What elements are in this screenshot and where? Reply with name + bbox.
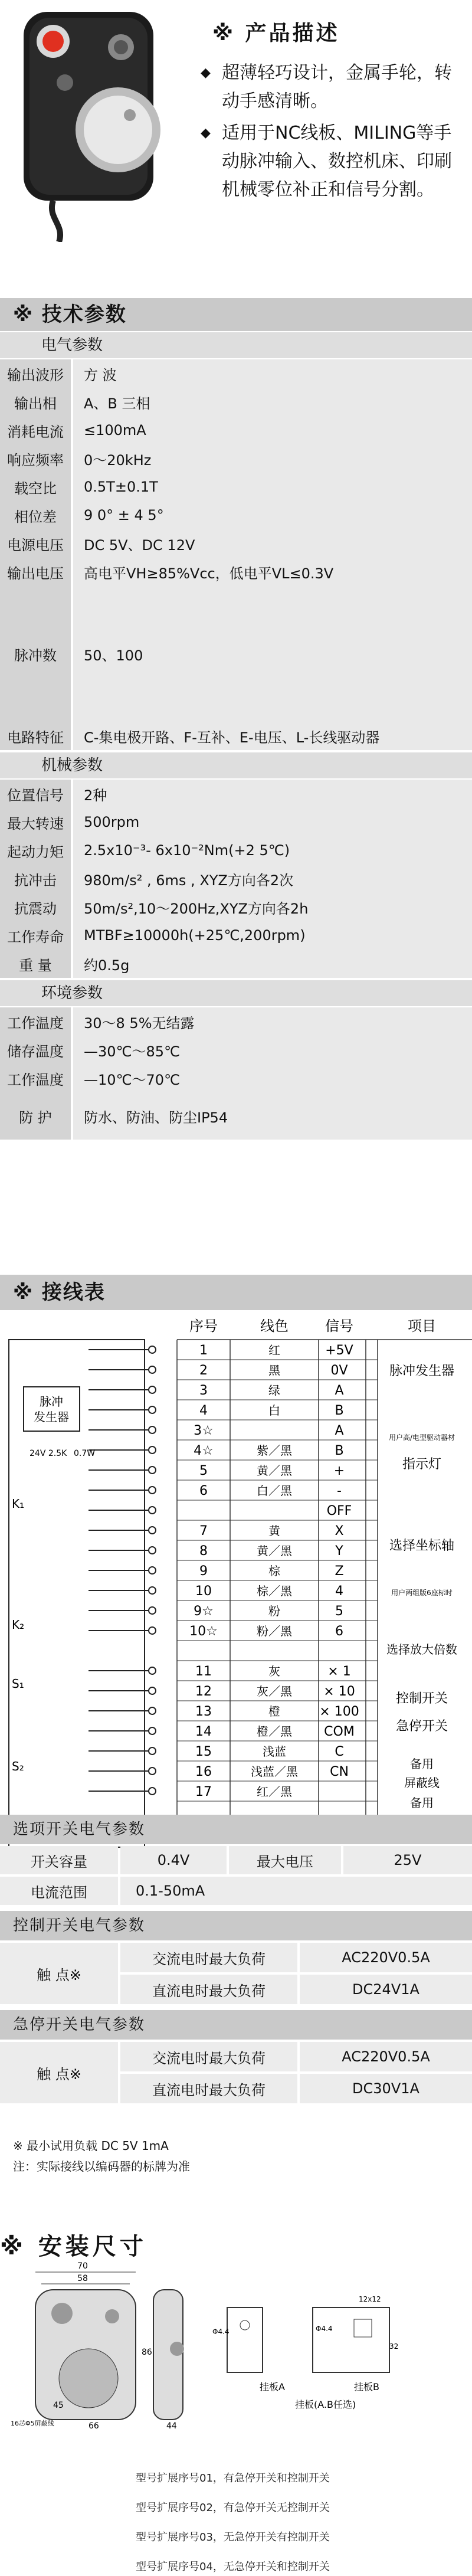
wiring-no: 1 bbox=[199, 1343, 208, 1358]
wiring-no: 12 bbox=[195, 1684, 212, 1699]
wiring-signal: - bbox=[337, 1484, 342, 1498]
wiring-color: 粉／黑 bbox=[257, 1624, 292, 1638]
wiring-signal: COM bbox=[324, 1724, 355, 1739]
item-multiplier-select: 选择放大倍数 bbox=[386, 1642, 457, 1657]
col-header-color: 线色 bbox=[260, 1318, 289, 1334]
wiring-no: 14 bbox=[195, 1724, 212, 1739]
control-switch-header bbox=[0, 1911, 472, 1940]
dim-86: 86 bbox=[142, 2348, 152, 2357]
param-key: 起动力矩 bbox=[0, 836, 71, 865]
param-key: 脉冲数 bbox=[0, 586, 71, 722]
control-contact-label: 触 点※ bbox=[0, 1943, 118, 2004]
item-control-switch: 控制开关 bbox=[395, 1691, 448, 1706]
param-row bbox=[0, 388, 472, 417]
param-row bbox=[0, 950, 472, 979]
wiring-signal: Z bbox=[335, 1564, 344, 1579]
wiring-signal: 0V bbox=[330, 1363, 348, 1378]
wiring-no: 2 bbox=[199, 1363, 208, 1378]
param-row bbox=[0, 501, 472, 531]
param-key: 工作寿命 bbox=[0, 921, 71, 950]
param-row bbox=[0, 1064, 472, 1094]
wiring-no: 4☆ bbox=[194, 1444, 214, 1458]
led-resistor-label: 24V 2.5K bbox=[30, 1449, 67, 1458]
wiring-no: 3 bbox=[199, 1383, 208, 1398]
product-description bbox=[0, 0, 472, 260]
wiring-terminal bbox=[149, 1547, 156, 1554]
wiring-color: 黑 bbox=[268, 1363, 280, 1377]
param-value: 约0.5g bbox=[73, 950, 472, 978]
control-ac-label: 交流电时最大负荷 bbox=[120, 1943, 297, 1972]
item-pulse-generator: 脉冲发生器 bbox=[389, 1364, 455, 1379]
param-key: 响应频率 bbox=[0, 444, 71, 473]
wiring-signal: A bbox=[335, 1423, 344, 1438]
param-key: 相位差 bbox=[0, 501, 71, 529]
param-row bbox=[0, 416, 472, 446]
param-value: 50、100 bbox=[73, 586, 472, 722]
param-value: DC 5V、DC 12V bbox=[73, 529, 472, 558]
wiring-terminal bbox=[149, 1386, 156, 1393]
param-row bbox=[0, 359, 472, 389]
wiring-signal: × 100 bbox=[319, 1704, 359, 1719]
param-key: 抗震动 bbox=[0, 893, 71, 921]
dim-phi-b: Φ4.4 bbox=[316, 2325, 333, 2333]
wiring-no: 13 bbox=[195, 1704, 212, 1719]
param-key: 载空比 bbox=[0, 473, 71, 501]
wiring-no: 5 bbox=[199, 1464, 208, 1478]
bracket-a-label: 挂板A bbox=[260, 2381, 285, 2392]
led-power-label: 0.7W bbox=[74, 1449, 96, 1458]
wiring-no: 4 bbox=[199, 1403, 208, 1418]
param-row bbox=[0, 893, 472, 922]
note-wiring: 注：实际接线以编码器的标牌为准 bbox=[13, 2159, 190, 2174]
wiring-diagram bbox=[0, 1310, 472, 1853]
wiring-no: 8 bbox=[199, 1544, 208, 1559]
param-row bbox=[0, 780, 472, 809]
s2-label: S₂ bbox=[12, 1759, 24, 1773]
wiring-terminal bbox=[149, 1788, 156, 1795]
param-value: 2.5x10⁻³- 6x10⁻²Nm(+2 5℃) bbox=[73, 836, 472, 865]
option-switch-header bbox=[0, 1815, 472, 1844]
param-value: 500rpm bbox=[73, 808, 472, 836]
wiring-terminal bbox=[149, 1346, 156, 1353]
description-bullets bbox=[201, 59, 466, 208]
estop-contact-label: 触 点※ bbox=[0, 2042, 118, 2103]
wiring-color: 红／黑 bbox=[257, 1785, 292, 1799]
param-key: 储存温度 bbox=[0, 1036, 71, 1064]
wiring-terminal bbox=[149, 1667, 156, 1674]
param-key: 位置信号 bbox=[0, 780, 71, 808]
wiring-signal: B bbox=[335, 1403, 344, 1418]
param-value: 0～20kHz bbox=[73, 444, 472, 473]
param-value: —10℃～70℃ bbox=[73, 1064, 472, 1092]
wiring-color: 橙／黑 bbox=[257, 1724, 292, 1739]
wiring-color: 橙 bbox=[268, 1704, 280, 1719]
param-key: 输出相 bbox=[0, 388, 71, 416]
wiring-terminal bbox=[149, 1587, 156, 1594]
wiring-terminal bbox=[149, 1467, 156, 1474]
param-row bbox=[0, 808, 472, 837]
elec-params-header bbox=[0, 332, 472, 358]
param-key: 抗冲击 bbox=[0, 865, 71, 893]
k2-label: K₂ bbox=[12, 1618, 25, 1632]
description-bullet: ◆ 超薄轻巧设计，金属手轮，转动手感清晰。 bbox=[201, 59, 466, 116]
estop-switch-title: 急停开关电气参数 bbox=[13, 2016, 146, 2034]
wiring-section-title: ※ 接线表 bbox=[13, 1281, 106, 1304]
param-key: 防 护 bbox=[0, 1092, 71, 1140]
wiring-signal: 4 bbox=[335, 1584, 343, 1599]
dim-45: 45 bbox=[53, 2401, 64, 2410]
wiring-color: 绿 bbox=[268, 1383, 280, 1397]
max-voltage-value: 25V bbox=[343, 1846, 472, 1874]
bracket-b-label: 挂板B bbox=[354, 2381, 379, 2392]
dim-phi-a: Φ4.4 bbox=[212, 2328, 230, 2336]
wiring-terminal bbox=[149, 1507, 156, 1514]
param-row bbox=[0, 836, 472, 866]
wiring-no: 9 bbox=[199, 1564, 208, 1579]
wiring-terminal bbox=[149, 1767, 156, 1775]
control-ac-value: AC220V0.5A bbox=[300, 1943, 472, 1972]
item-shield: 屏蔽线 bbox=[404, 1776, 440, 1790]
range-label: 电流范围 bbox=[0, 1877, 118, 1905]
param-value: 9 0° ± 4 5° bbox=[73, 501, 472, 529]
wiring-terminal bbox=[149, 1627, 156, 1634]
param-key: 消耗电流 bbox=[0, 416, 71, 444]
param-row bbox=[0, 586, 472, 723]
param-value: 方 波 bbox=[73, 359, 472, 388]
param-row bbox=[0, 921, 472, 951]
control-dc-label: 直流电时最大负荷 bbox=[120, 1975, 297, 2004]
wiring-color: 白／黑 bbox=[257, 1484, 292, 1498]
param-value: 2种 bbox=[73, 780, 472, 808]
wiring-color: 黄／黑 bbox=[257, 1544, 292, 1558]
param-row bbox=[0, 1036, 472, 1065]
wiring-signal: Y bbox=[335, 1544, 343, 1559]
wiring-signal: A bbox=[335, 1383, 344, 1398]
mech-params-header bbox=[0, 752, 472, 778]
env-params-header-title: 环境参数 bbox=[41, 984, 103, 1002]
param-key: 重 量 bbox=[0, 950, 71, 978]
install-drawing bbox=[0, 2260, 472, 2437]
param-row bbox=[0, 558, 472, 587]
model-note: 型号扩展序号01，有急停开关和控制开关 bbox=[136, 2472, 330, 2485]
pulse-gen-label-1: 脉冲 bbox=[40, 1395, 63, 1409]
wiring-terminal bbox=[149, 1487, 156, 1494]
wiring-no: 7 bbox=[199, 1524, 208, 1539]
wiring-no: 10 bbox=[195, 1584, 212, 1599]
param-value: 防水、防油、防尘IP54 bbox=[73, 1092, 472, 1140]
env-params-header bbox=[0, 980, 472, 1006]
wiring-signal: B bbox=[335, 1444, 344, 1458]
estop-switch-header bbox=[0, 2010, 472, 2040]
model-note: 型号扩展序号03，无急停开关有控制开关 bbox=[136, 2531, 330, 2544]
wiring-terminal bbox=[149, 1426, 156, 1433]
wiring-color: 黄 bbox=[268, 1524, 280, 1538]
param-key: 工作温度 bbox=[0, 1064, 71, 1092]
param-key: 输出电压 bbox=[0, 558, 71, 586]
wiring-color: 灰／黑 bbox=[257, 1684, 292, 1698]
wiring-terminal bbox=[149, 1687, 156, 1694]
elec-params-title: 电气参数 bbox=[41, 336, 103, 354]
wiring-color: 灰 bbox=[268, 1664, 280, 1678]
dim-width: 70 bbox=[77, 2261, 88, 2271]
wiring-signal: +5V bbox=[325, 1343, 353, 1358]
estop-dc-value: DC30V1A bbox=[300, 2074, 472, 2103]
param-key: 输出波形 bbox=[0, 359, 71, 388]
wiring-color: 红 bbox=[268, 1343, 280, 1357]
param-key: 电源电压 bbox=[0, 529, 71, 558]
param-key: 工作温度 bbox=[0, 1007, 71, 1036]
col-header-signal: 信号 bbox=[325, 1318, 353, 1334]
param-row bbox=[0, 529, 472, 559]
model-note: 型号扩展序号02，有急停开关无控制开关 bbox=[136, 2502, 330, 2514]
description-title: ※ 产品描述 bbox=[212, 21, 340, 45]
param-value: 0.5T±0.1T bbox=[73, 473, 472, 501]
capacity-value: 0.4V bbox=[120, 1846, 227, 1874]
wiring-section-header bbox=[0, 1275, 472, 1310]
col-header-no: 序号 bbox=[189, 1318, 218, 1334]
param-row bbox=[0, 1092, 472, 1141]
wiring-no: 16 bbox=[195, 1765, 212, 1779]
wiring-terminal bbox=[149, 1366, 156, 1373]
param-row bbox=[0, 444, 472, 474]
param-row bbox=[0, 1007, 472, 1037]
s1-label: S₁ bbox=[12, 1677, 24, 1691]
mech-params-header-title: 机械参数 bbox=[41, 757, 103, 774]
capacity-label: 开关容量 bbox=[0, 1846, 118, 1874]
wiring-terminal bbox=[149, 1446, 156, 1454]
param-value: 50m/s²,10～200Hz,XYZ方向各2h bbox=[73, 893, 472, 921]
param-value: C-集电极开路、F-互补、E-电压、L-长线驱动器 bbox=[73, 722, 472, 750]
wiring-terminal bbox=[149, 1607, 156, 1614]
param-key: 最大转速 bbox=[0, 808, 71, 836]
wiring-signal: × 10 bbox=[323, 1684, 355, 1699]
max-voltage-label: 最大电压 bbox=[229, 1846, 341, 1874]
param-key: 电路特征 bbox=[0, 722, 71, 750]
wiring-color: 白 bbox=[268, 1403, 280, 1418]
wiring-color: 棕／黑 bbox=[257, 1584, 292, 1598]
wiring-color: 黄／黑 bbox=[257, 1464, 292, 1478]
dim-32: 32 bbox=[389, 2342, 399, 2351]
param-row bbox=[0, 722, 472, 751]
wiring-signal: × 1 bbox=[327, 1664, 351, 1679]
item-axis-select: 选择坐标轴 bbox=[389, 1539, 455, 1553]
wiring-terminal bbox=[149, 1406, 156, 1413]
item-estop: 急停开关 bbox=[395, 1719, 448, 1734]
param-value: ≤100mA bbox=[73, 416, 472, 444]
wiring-signal: OFF bbox=[326, 1504, 352, 1518]
estop-dc-label: 直流电时最大负荷 bbox=[120, 2074, 297, 2103]
dim-44: 44 bbox=[166, 2421, 177, 2431]
description-bullet: ◆ 适用于NC线板、MILING等手动脉冲输入、数控机床、印刷机械零位补正和信号分割。 bbox=[201, 119, 466, 204]
param-value: —30℃～85℃ bbox=[73, 1036, 472, 1064]
wiring-color: 棕 bbox=[268, 1564, 280, 1578]
estop-ac-label: 交流电时最大负荷 bbox=[120, 2042, 297, 2071]
wiring-no: 10☆ bbox=[189, 1624, 218, 1639]
model-note: 型号扩展序号04，无急停开关和控制开关 bbox=[136, 2561, 330, 2573]
item-indicator: 指示灯 bbox=[402, 1457, 442, 1472]
item-user-note-1: 用户高/电型驱动器材 bbox=[388, 1433, 455, 1442]
wiring-no: 9☆ bbox=[194, 1604, 214, 1619]
handwheel-photo bbox=[12, 12, 165, 242]
param-row bbox=[0, 473, 472, 502]
control-switch-title: 控制开关电气参数 bbox=[13, 1917, 146, 1935]
item-spare-1: 备用 bbox=[410, 1757, 434, 1771]
wiring-signal: CN bbox=[330, 1765, 349, 1779]
wiring-signal: 6 bbox=[335, 1624, 343, 1639]
wiring-terminal bbox=[149, 1527, 156, 1534]
wiring-signal: X bbox=[335, 1524, 344, 1539]
item-spare-2: 备用 bbox=[410, 1796, 434, 1810]
wiring-signal: C bbox=[335, 1744, 344, 1759]
wiring-terminal bbox=[149, 1747, 156, 1755]
wiring-no: 17 bbox=[195, 1785, 212, 1799]
estop-ac-value: AC220V0.5A bbox=[300, 2042, 472, 2071]
tech-section-header bbox=[0, 298, 472, 331]
range-value: 0.1-50mA bbox=[120, 1877, 472, 1905]
wiring-signal: + bbox=[333, 1464, 345, 1478]
param-value: 高电平VH≥85%Vcc，低电平VL≤0.3V bbox=[73, 558, 472, 586]
control-dc-value: DC24V1A bbox=[300, 1975, 472, 2004]
param-value: A、B 三相 bbox=[73, 388, 472, 416]
install-title: ※ 安装尺寸 bbox=[0, 2233, 147, 2260]
wiring-terminal bbox=[149, 1567, 156, 1574]
wiring-no: 15 bbox=[195, 1744, 212, 1759]
param-row bbox=[0, 865, 472, 894]
cable-label: 16芯Φ5屏蔽线 bbox=[11, 2420, 54, 2427]
tech-section-title: ※ 技术参数 bbox=[13, 303, 127, 326]
wiring-terminal bbox=[149, 1727, 156, 1734]
note-min-load: ※ 最小试用负载 DC 5V 1mA bbox=[13, 2139, 169, 2153]
wiring-color: 紫／黑 bbox=[257, 1444, 292, 1458]
wiring-terminal bbox=[149, 1707, 156, 1714]
option-switch-title: 选项开关电气参数 bbox=[13, 1821, 146, 1838]
param-value: MTBF≥10000h(+25℃,200rpm) bbox=[73, 921, 472, 950]
dim-inner: 58 bbox=[77, 2274, 88, 2283]
col-header-item: 项目 bbox=[408, 1318, 436, 1334]
bracket-caption: 挂板(A.B任选) bbox=[295, 2399, 356, 2410]
k1-label: K₁ bbox=[12, 1497, 25, 1511]
param-value: 30～8 5%无结露 bbox=[73, 1007, 472, 1036]
param-value: 980m/s² , 6ms , XYZ方向各2次 bbox=[73, 865, 472, 893]
dim-square: 12x12 bbox=[359, 2295, 381, 2303]
wiring-no: 3☆ bbox=[194, 1423, 214, 1438]
wiring-color: 浅蓝／黑 bbox=[251, 1765, 298, 1779]
wiring-no: 6 bbox=[199, 1484, 208, 1498]
item-user-note-2: 用户两组版6座标时 bbox=[391, 1589, 453, 1597]
wiring-signal: 5 bbox=[335, 1604, 343, 1619]
dim-66: 66 bbox=[88, 2421, 99, 2431]
wiring-color: 浅蓝 bbox=[263, 1744, 286, 1759]
wiring-no: 11 bbox=[195, 1664, 212, 1679]
wiring-color: 粉 bbox=[268, 1604, 280, 1618]
pulse-gen-label-2: 发生器 bbox=[34, 1410, 69, 1424]
